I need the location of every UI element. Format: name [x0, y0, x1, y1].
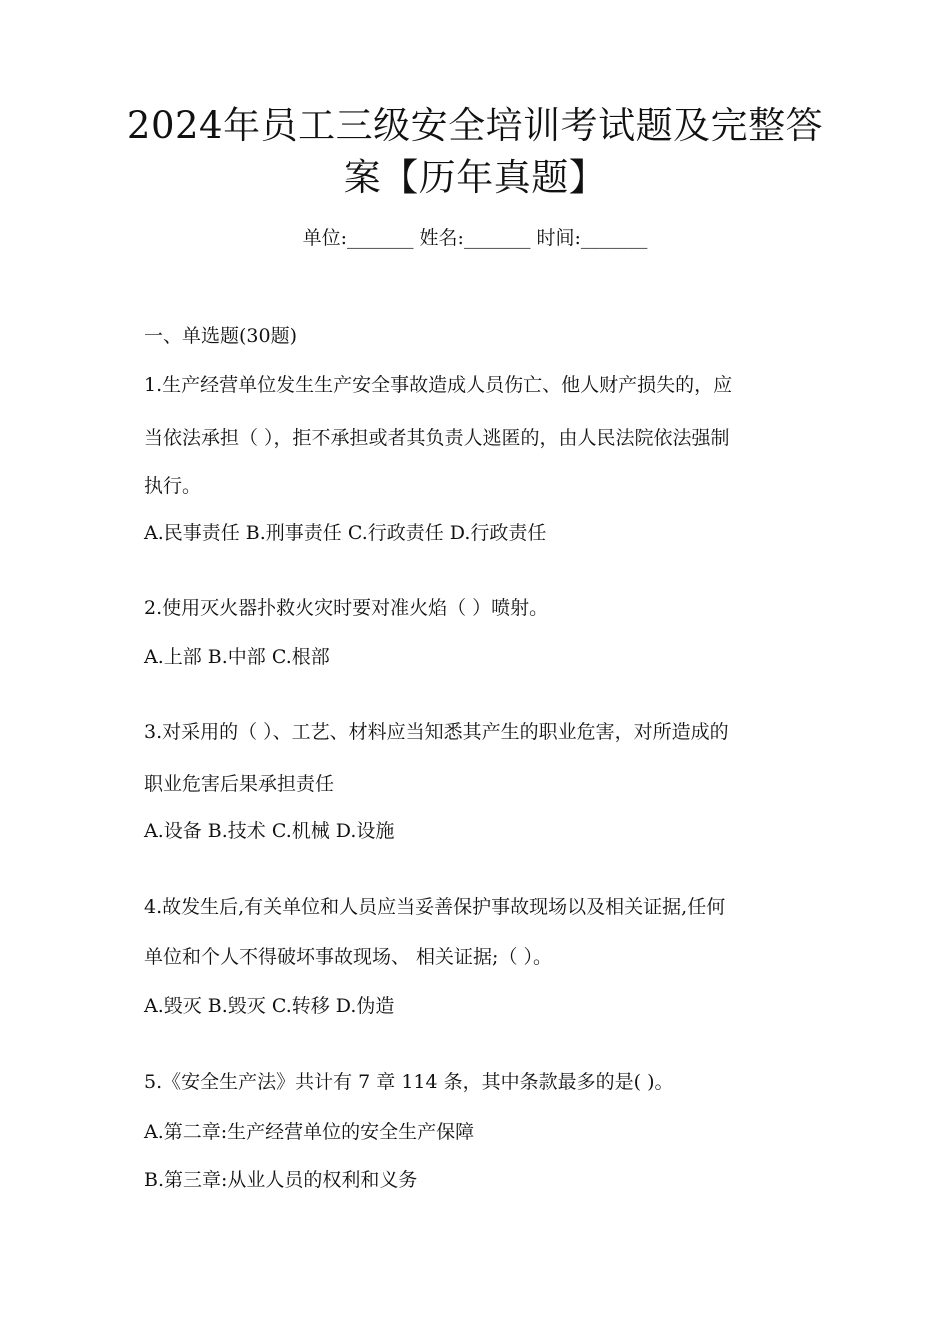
question-1-options: A.民事责任 B.刑事责任 C.行政责任 D.行政责任 — [144, 522, 547, 544]
info-fields-line — [0, 224, 950, 252]
question-2-line-1: 2.使用灭火器扑救火灾时要对准火焰（ ）喷射。 — [144, 597, 549, 619]
question-3-line-1: 3.对采用的（ ）、工艺、材料应当知悉其产生的职业危害，对所造成的 — [144, 721, 729, 743]
question-5-line-1: 5.《安全生产法》共计有 7 章 114 条，其中条款最多的是( )。 — [144, 1071, 674, 1093]
question-3-line-2: 职业危害后果承担责任 — [144, 773, 335, 795]
document-title-line-1: 2024年员工三级安全培训考试题及完整答 — [126, 104, 824, 147]
question-4-line-1: 4.故发生后,有关单位和人员应当妥善保护事故现场以及相关证据,任何 — [144, 896, 726, 918]
question-1-line-1: 1.生产经营单位发生生产安全事故造成人员伤亡、他人财产损失的，应 — [144, 374, 733, 396]
question-1-line-3: 执行。 — [144, 475, 202, 497]
unit-field: 单位:_______ — [302, 227, 414, 249]
section-heading: 一、单选题(30题) — [144, 325, 298, 347]
question-4-options: A.毁灭 B.毁灭 C.转移 D.伪造 — [144, 995, 395, 1017]
question-1-line-2: 当依法承担（ ），拒不承担或者其负责人逃匿的，由人民法院依法强制 — [144, 427, 730, 449]
question-3-options: A.设备 B.技术 C.机械 D.设施 — [144, 820, 395, 842]
question-5-option-b: B.第三章:从业人员的权利和义务 — [144, 1169, 418, 1191]
time-field: 时间:_______ — [536, 227, 648, 249]
document-title-line-2: 案【历年真题】 — [343, 156, 607, 199]
question-5-option-a: A.第二章:生产经营单位的安全生产保障 — [144, 1121, 475, 1143]
question-4-line-2: 单位和个人不得破坏事故现场、 相关证据;（ ）。 — [144, 946, 552, 968]
name-field: 姓名:_______ — [419, 227, 531, 249]
question-2-options: A.上部 B.中部 C.根部 — [144, 646, 330, 668]
